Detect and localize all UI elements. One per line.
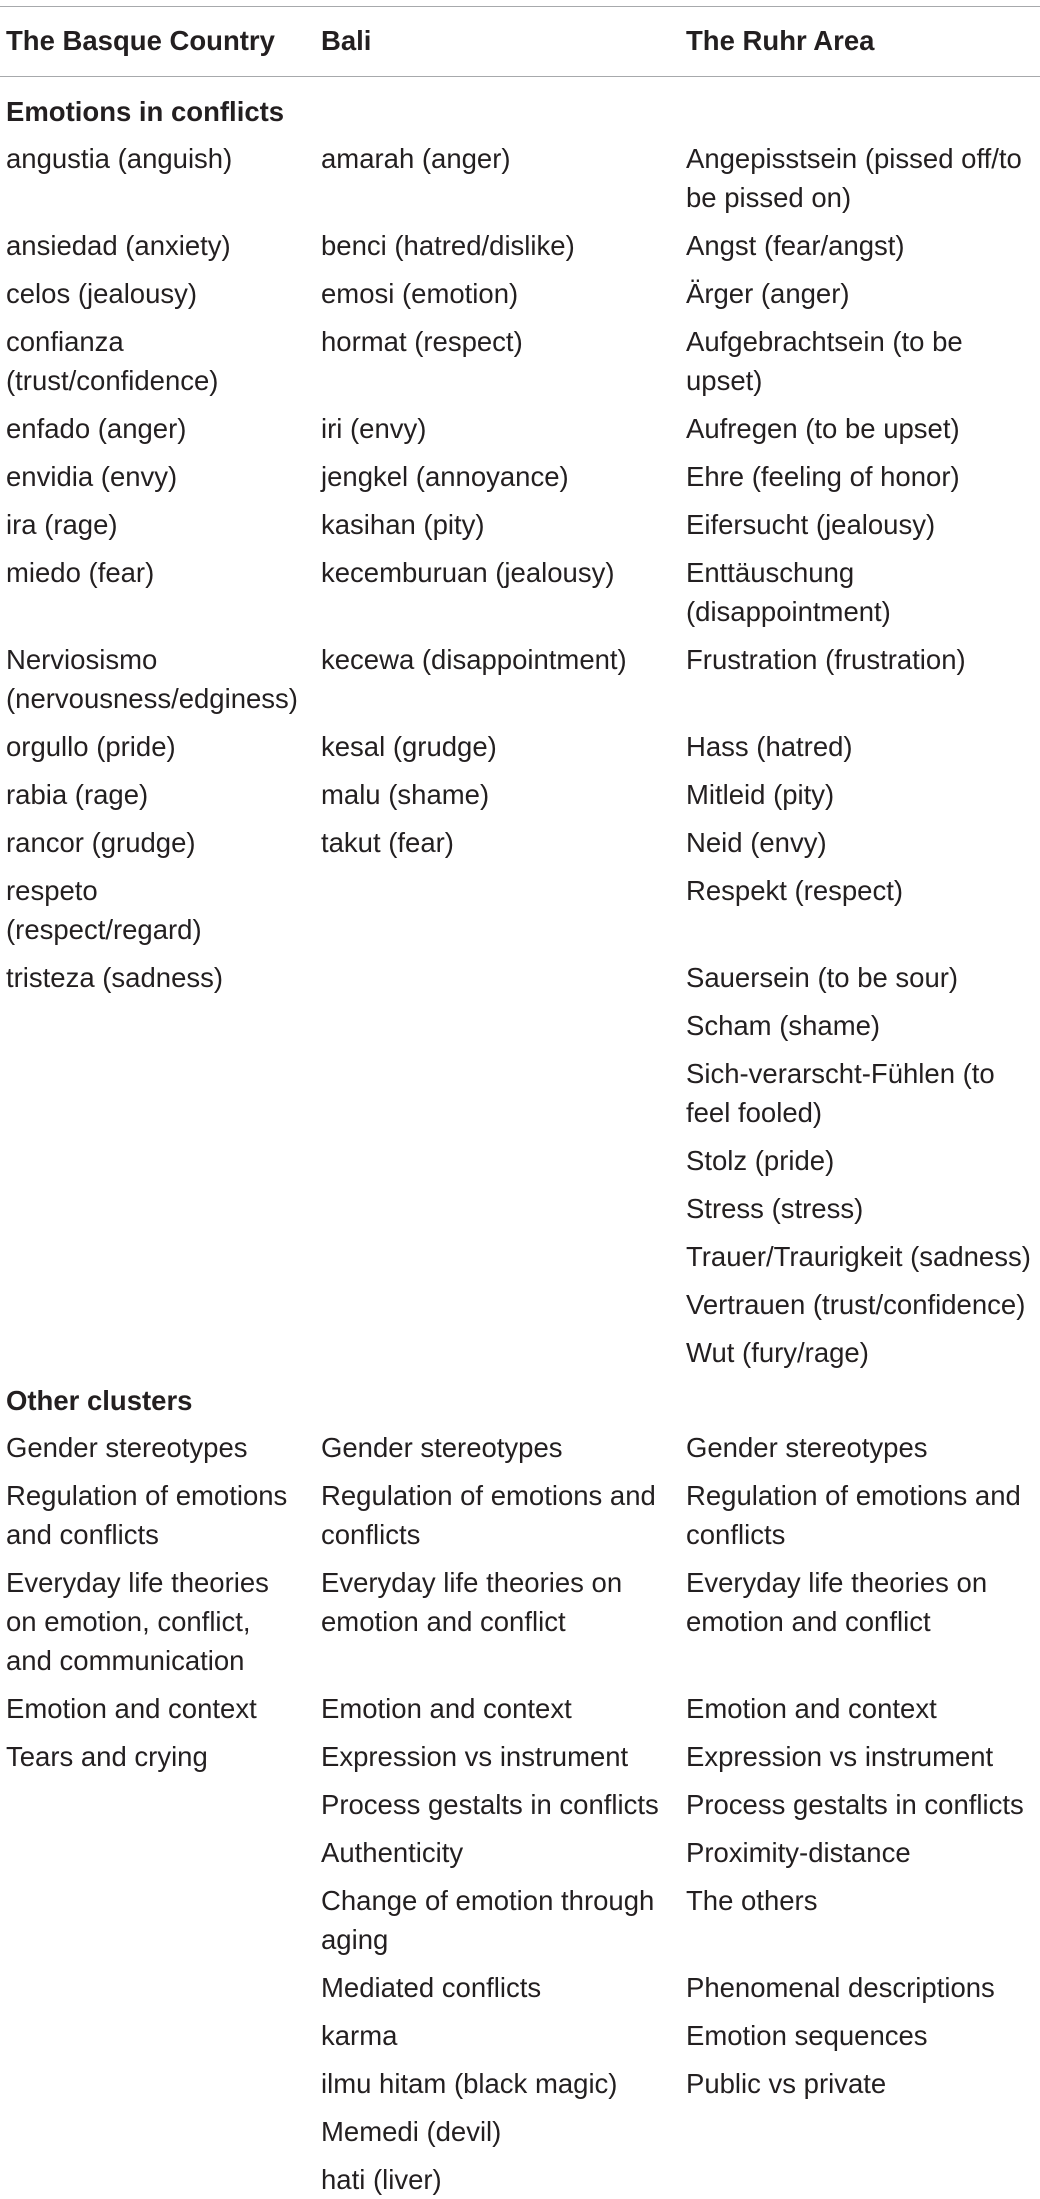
table-cell: miedo (fear) [6,557,155,588]
table-cell: Expression vs instrument [321,1741,629,1772]
table-cell: ansiedad (anxiety) [6,230,231,261]
table-cell: Angst (fear/angst) [686,230,905,261]
table-cell: karma [321,2020,398,2051]
table-cell: amarah (anger) [321,143,511,174]
column-header-ruhr: The Ruhr Area [686,25,875,56]
table-cell: The others [686,1885,818,1916]
table-cell: Mitleid (pity) [686,779,835,810]
table-cell: Regulation of emotions and conflicts [321,1480,656,1550]
section-title: Other clusters [6,1385,193,1416]
table-cell: Mediated conflicts [321,1972,542,2003]
table-cell: kesal (grudge) [321,731,497,762]
table-cell: orgullo (pride) [6,731,176,762]
table-cell: hormat (respect) [321,326,523,357]
table-cell: Neid (envy) [686,827,827,858]
table-cell: Sauersein (to be sour) [686,962,959,993]
table-cell: Authenticity [321,1837,464,1868]
header-rule [0,76,1040,77]
table-cell: Emotion sequences [686,2020,928,2051]
table-cell: Frustration (frustration) [686,644,966,675]
table-cell: Emotion and context [686,1693,937,1724]
table-cell: Enttäuschung (disappointment) [686,557,891,627]
table-cell: Aufgebrachtsein (to be upset) [686,326,963,396]
table-cell: Everyday life theories on emotion and conflict [321,1567,623,1637]
table-cell: Hass (hatred) [686,731,853,762]
table-cell: Aufregen (to be upset) [686,413,960,444]
table-cell: enfado (anger) [6,413,187,444]
table-cell: Gender stereotypes [6,1432,248,1463]
table-cell: Sich-verarscht-Fühlen (to feel fooled) [686,1058,995,1128]
table-cell: hati (liver) [321,2164,442,2195]
table-cell: Process gestalts in conflicts [686,1789,1024,1820]
table-cell: emosi (emotion) [321,278,519,309]
table-cell: envidia (envy) [6,461,178,492]
table-cell: kasihan (pity) [321,509,485,540]
table-cell: Everyday life theories on emotion and conflict [686,1567,988,1637]
table-cell: celos (jealousy) [6,278,198,309]
section-title: Emotions in conflicts [6,96,285,127]
table-cell: ilmu hitam (black magic) [321,2068,618,2099]
table-cell: Memedi (devil) [321,2116,502,2147]
table-cell: ira (rage) [6,509,118,540]
table-cell: Wut (fury/rage) [686,1337,869,1368]
table-cell: Public vs private [686,2068,887,2099]
table-cell: Gender stereotypes [321,1432,563,1463]
table-cell: Emotion and context [6,1693,257,1724]
table-cell: Nerviosismo (nervousness/edginess) [6,644,298,714]
table-cell: Everyday life theories on emotion, conflict, and communication [6,1567,269,1676]
table-cell: Vertrauen (trust/confidence) [686,1289,1026,1320]
table-cell: jengkel (annoyance) [321,461,569,492]
table-cell: malu (shame) [321,779,490,810]
table-cell: angustia (anguish) [6,143,233,174]
table-cell: kecewa (disappointment) [321,644,627,675]
table-cell: Expression vs instrument [686,1741,994,1772]
table-cell: respeto (respect/regard) [6,875,202,945]
table-cell: kecemburuan (jealousy) [321,557,615,588]
table-cell: iri (envy) [321,413,427,444]
table-cell: Regulation of emotions and conflicts [6,1480,288,1550]
table-cell: Respekt (respect) [686,875,904,906]
table-cell: tristeza (sadness) [6,962,224,993]
table-cell: Tears and crying [6,1741,208,1772]
table-top-rule [0,6,1040,7]
table-cell: Stolz (pride) [686,1145,835,1176]
table-cell: rabia (rage) [6,779,149,810]
table-cell: rancor (grudge) [6,827,196,858]
table-cell: Phenomenal descriptions [686,1972,995,2003]
table-cell: Ärger (anger) [686,278,850,309]
table-cell: Eifersucht (jealousy) [686,509,936,540]
table-cell: Ehre (feeling of honor) [686,461,960,492]
table-cell: Gender stereotypes [686,1432,928,1463]
table-cell: Emotion and context [321,1693,572,1724]
table-cell: Proximity-distance [686,1837,911,1868]
table-cell: confianza (trust/confidence) [6,326,219,396]
table-cell: Scham (shame) [686,1010,881,1041]
table-cell: Angepisstsein (pissed off/to be pissed on) [686,143,1022,213]
table-cell: Change of emotion through aging [321,1885,655,1955]
table-cell: Stress (stress) [686,1193,864,1224]
column-header-basque: The Basque Country [6,25,275,56]
column-header-bali: Bali [321,25,372,56]
table-cell: Regulation of emotions and conflicts [686,1480,1021,1550]
table-cell: Trauer/Traurigkeit (sadness) [686,1241,1031,1272]
table-cell: takut (fear) [321,827,454,858]
table-cell: Process gestalts in conflicts [321,1789,659,1820]
table-cell: benci (hatred/dislike) [321,230,575,261]
